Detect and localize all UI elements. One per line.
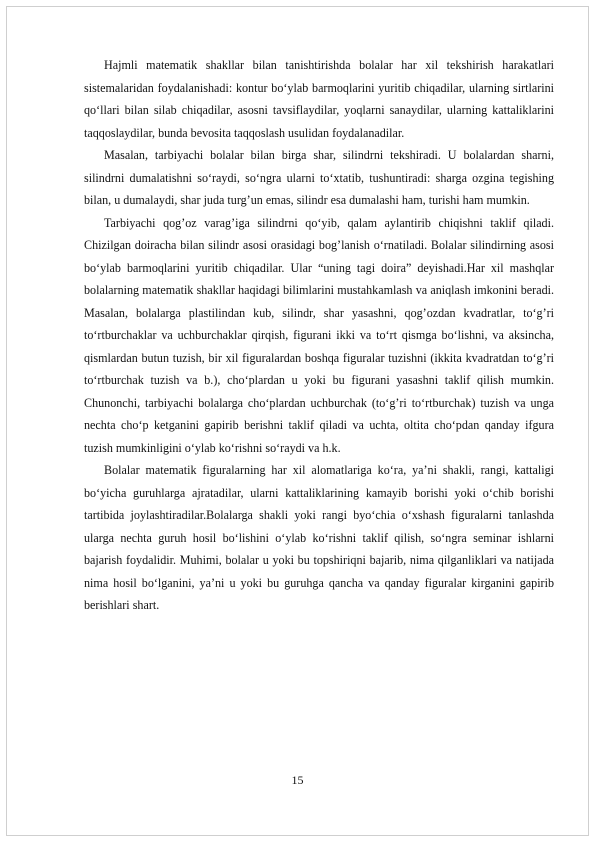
paragraph-2: Masalan, tarbiyachi bolalar bilan birga shar, silindrni tekshiradi. U bolalardan sharni, silindrni dumalatishni so‘raydi, so‘ngra ularni to‘xtatib, tushuntiradi: sharga ozgina tegishing bilan, u dumalaydi, shar juda turg’un emas, silindr esa dumalashi ham, turishi ham mumkin. xyxy=(84,148,554,207)
paragraph-1: Hajmli matematik shakllar bilan tanishtirishda bolalar har xil tekshirish harakatlari sistemalaridan foydalanishadi: kontur bo‘ylab barmoqlarini yuritib chiqadilar, ularning sirtlarini qo‘llari bilan silab chiqadilar, asosni tavsiflaydilar, yoqlarni sanaydilar, ularning kattaliklarini taqqoslaydilar, bunda bevosita taqqoslash usulidan foydalanadilar. xyxy=(84,58,554,140)
paragraph-4: Bolalar matematik figuralarning har xil alomatlariga ko‘ra, ya’ni shakli, rangi, kattaligi bo‘yicha guruhlarga ajratadilar, ularni kattaliklarining kamayib borishi yoki o‘chib borishi tartibida joylashtiradilar.Bolalarga shakli yoki rangi byo‘chia o‘xshash figuralarni tanlashda ularga nechta guruh hosil bo‘lishini o‘ylab ko‘rishni taklif qilish, so‘ngra seminar ishlarni bajarish foydalidir. Muhimi, bolalar u yoki bu topshiriqni bajarib, nima qilganliklari va natijada nima hosil bo‘lganini, ya’ni u yoki bu guruhga qancha va qanday figuralar kirganini gapirib berishlari shart. xyxy=(84,463,554,612)
page-number: 15 xyxy=(291,773,304,787)
paragraph-3: Tarbiyachi qog’oz varag’iga silindrni qo‘yib, qalam aylantirib chiqishni taklif qiladi. Chizilgan doiracha bilan silindr asosi orasidagi bog’lanish o‘rnatiladi. Bolalar silindirning asosi bo‘ylab barmoqlarini yuritib chiqadilar. Ular “uning tagi doira” deyishadi.Har xil mashqlar bolalarning matematik shakllar haqidagi bilimlarini mustahkamlash va aniqlash imkonini beradi. Masalan, bolalarga plastilindan kub, silindr, shar yasashni, qog’ozdan kvadratlar, to‘g’ri to‘rtburchaklar va uchburchaklar qirqish, figurani ikki va to‘rt qismga bo‘lishni, va aksincha, qismlardan butun tuzish, bir xil figuralardan boshqa figuralar tuzishni (ikkita kvadratdan to‘g’ri to‘rtburchak tuzish va b.), cho‘plardan u yoki bu figurani yasashni taklif qilish mumkin. Chunonchi, tarbiyachi bolalarga cho‘plardan uchburchak (to‘g’ri to‘rtburchak) tuzish va unga nechta cho‘p ketganini gapirib berishni taklif qiladi va uchta, oltita cho‘pdan qanday ifgura tuzish mumkinligini o‘ylab ko‘rishni so‘raydi va h.k. xyxy=(84,215,554,455)
page-body xyxy=(84,54,554,617)
